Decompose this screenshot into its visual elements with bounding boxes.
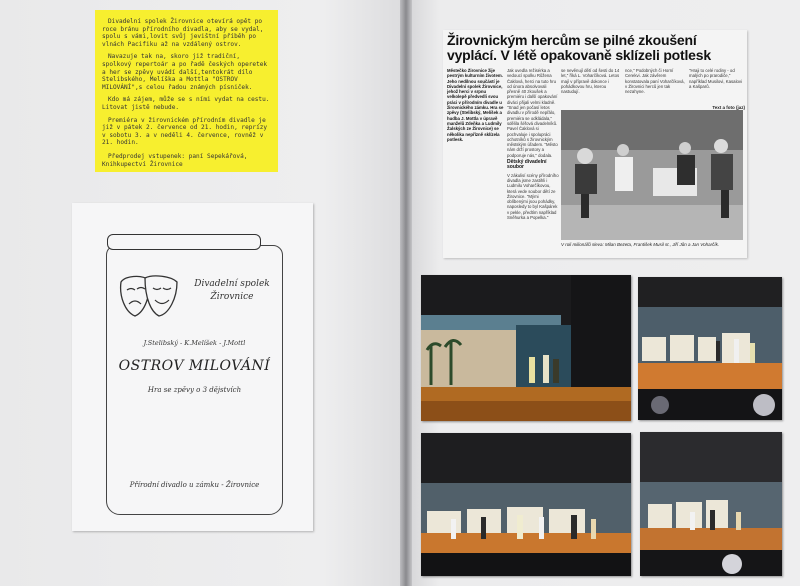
program-subtitle: Hra se zpěvy o 3 dějstvích: [147, 386, 242, 394]
news-photo-caption: V roli milionářů sleva: Milan Bezeta, František Musil st., Jiří Jůn a Jan Voharčík.: [561, 242, 720, 247]
news-column: "Hraji to celé rodiny - od malých po prarodiče," například Musilovi, Kasalovi a Kašparů.: [689, 68, 743, 89]
news-column: nce," Podobných či Horní Cerekvi. Jak závěrem konstatovala paní Voharčíková, v Žirovnici herců jen tak nezahyne.: [625, 68, 685, 95]
program-company-line: Žirovnice: [210, 292, 254, 302]
announcement-note: [95, 10, 278, 172]
news-column: se nevěnují dětí od šesti do 14 let," říká L. Voharčíková. Letos mají v přípravě dokonce i pohádkovou hru, kterou nastudují.: [561, 68, 620, 95]
news-photo: [561, 110, 743, 240]
theatre-program: [72, 203, 313, 531]
program-company-line: Divadelní spolek: [194, 279, 270, 289]
news-column: [507, 68, 559, 256]
news-text: Jak uvedla režisérka a vedoucí spolku Růžena Čaklová, herci na tuto hru od února absolvovali přesně 40 zkoušek a premiéru i další opakování diváci přijali velmi kladně. "Snad jen počasí letos divadlu v přírodě nepřálo, premiéra se odkládala," sdělila šéfová divadelníků. Pavel Čaklová si pochvaluje i spolupráci ochotníků s žirovnickým městským úřadem. "Město nám drží prostory a podporuje nás," dodala.: [507, 68, 558, 158]
stage-photo: [421, 275, 631, 421]
program-authors: J.Stelibský - K.Melíšek - J.Mottl: [143, 339, 246, 347]
stage-photo: [640, 432, 782, 576]
stage-photo: [421, 433, 631, 576]
album-spine: [400, 0, 412, 586]
news-credit: Text a foto (jaz): [712, 105, 745, 110]
news-text: V zákulisí scény přírodního divadla jsme zastihli i Ludmilu Voharčíkovou, která vede soubor dětí ze Žirovnice. "Mými oblíbenými jsou pohádky, naposledy to byl Kašpárek v pekle, předtím například Sněhurka a Popelka.": [507, 172, 559, 221]
news-subheading: Dětský divadelní soubor: [507, 159, 547, 171]
note-presale: Předprodej vstupenek: paní Sepekářová, Knihkupectví Žirovnice: [102, 152, 248, 168]
news-column: [447, 68, 505, 256]
program-venue: Přírodní divadlo u zámku - Žirovnice: [129, 481, 260, 489]
note-paragraph: Premiéra v žirovnickém přírodním divadle je již v pátek 2. července od 21. hodin, reprízy v sobotu 3. a v neděli 4. července, rovněž v 21. hodin.: [102, 116, 268, 147]
stage-photo: [638, 277, 782, 420]
note-paragraph: Kdo má zájem, může se s ními vydat na cestu. Litovat jistě nebude.: [102, 96, 270, 111]
note-paragraph: Divadelní spolek Žirovnice otevírá opět po roce bránu přírodního divadla, aby se vydal, spolu s vámi,lovit svůj jevištní příběh po vlnách Pacifiku až na vzdálený ostrov.: [102, 18, 264, 48]
news-headline: Žirovnickým hercům se pilné zkoušení vyplácí. V létě opakovaně sklízeli potlesk: [447, 32, 711, 63]
note-paragraph: Navazuje tak na, skoro již tradiční, spolkový repertoár a po řadě českých operetek a her se zpěvy uvádí další,tentokrát dílo Stelibského, Melíška a Mottla "OSTROV MILOVÁNÍ",s celou řadou známých písniček.: [102, 53, 268, 91]
program-frame: [106, 245, 283, 515]
program-company: [187, 278, 277, 304]
theatre-masks-icon: [115, 268, 185, 328]
program-scroll-ornament: [107, 234, 261, 250]
newspaper-clipping: [443, 30, 747, 258]
program-title: OSTROV MILOVÁNÍ: [118, 358, 271, 374]
news-lead: Městečko Žirovnice žije pestrým kulturním životem. Jeho nedílnou součástí je Divadelní spolek Žirovnice, jehož herci v srpnu velkolepě předvedli svou práci v přírodním divadle u žirovnického zámku. Hra se zpěvy (Stelibský, Melíšek a hudba J. Mottla v úpravě manželů Zdeňka a Ludmily Žalských ze Žirovnice) se několika nepřízně sklízela potlesk.: [447, 68, 504, 142]
